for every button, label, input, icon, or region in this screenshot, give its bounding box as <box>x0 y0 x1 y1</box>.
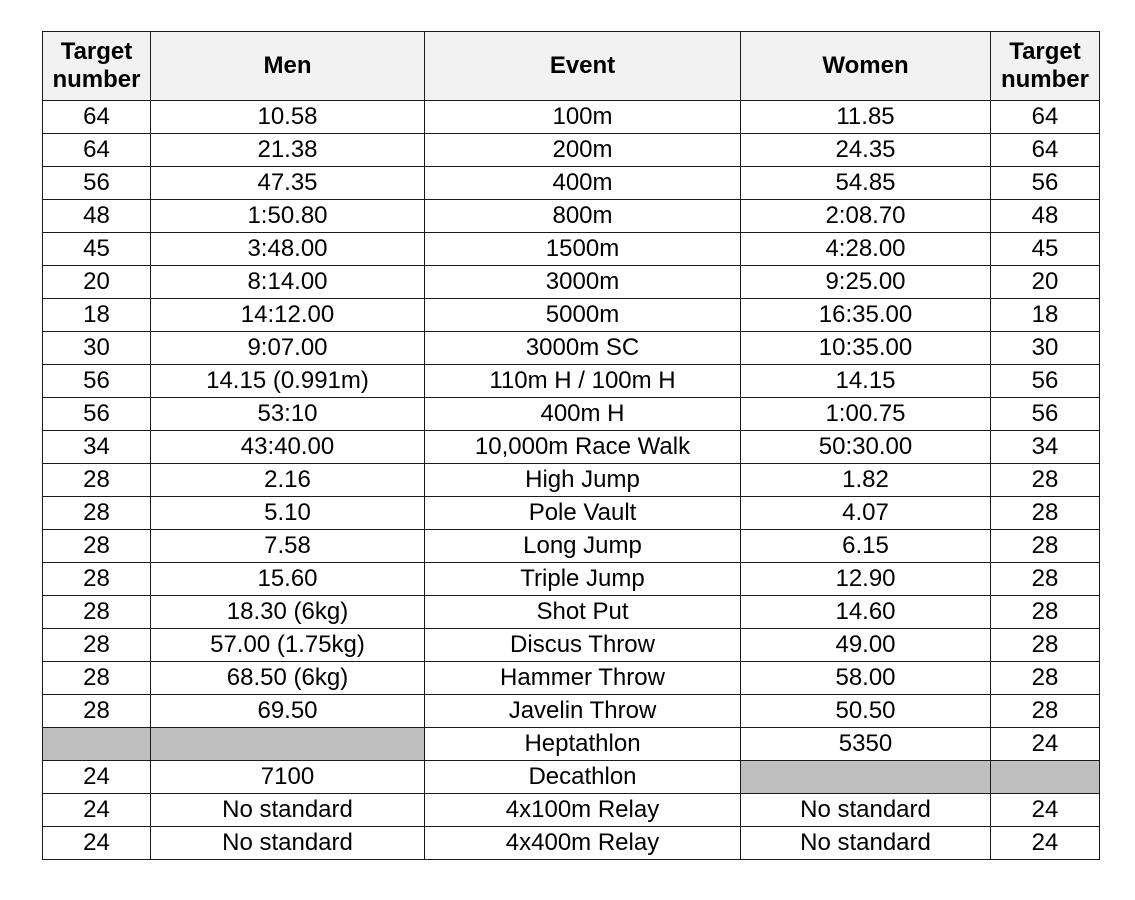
men-standard-cell: 1:50.80 <box>151 200 425 233</box>
men-standard-cell: 18.30 (6kg) <box>151 596 425 629</box>
men-standard-cell: 7.58 <box>151 530 425 563</box>
table-row <box>43 563 1100 596</box>
event-cell: 10,000m Race Walk <box>425 431 741 464</box>
table-row <box>43 365 1100 398</box>
men-target-number-cell: 28 <box>43 497 151 530</box>
men-standard-cell: 3:48.00 <box>151 233 425 266</box>
table-row <box>43 167 1100 200</box>
women-standard-cell: No standard <box>741 827 991 860</box>
event-cell: Hammer Throw <box>425 662 741 695</box>
men-target-number-cell: 45 <box>43 233 151 266</box>
men-target-number-cell: 24 <box>43 827 151 860</box>
women-target-number-cell: 64 <box>991 101 1100 134</box>
men-standard-cell: 14.15 (0.991m) <box>151 365 425 398</box>
men-target-number-cell: 56 <box>43 398 151 431</box>
event-cell: Long Jump <box>425 530 741 563</box>
event-cell: Discus Throw <box>425 629 741 662</box>
women-standard-cell: 4:28.00 <box>741 233 991 266</box>
table-row <box>43 827 1100 860</box>
women-standard-cell: 1:00.75 <box>741 398 991 431</box>
men-standard-cell: No standard <box>151 794 425 827</box>
men-target-number-cell: 28 <box>43 530 151 563</box>
women-standard-cell: 4.07 <box>741 497 991 530</box>
header-event: Event <box>425 32 741 101</box>
table-row <box>43 266 1100 299</box>
men-standard-cell: 53:10 <box>151 398 425 431</box>
men-standard-cell: 68.50 (6kg) <box>151 662 425 695</box>
men-target-number-cell: 56 <box>43 167 151 200</box>
event-cell: 1500m <box>425 233 741 266</box>
header-men-target-line-1: Target <box>60 38 133 65</box>
women-standard-cell: No standard <box>741 794 991 827</box>
table-row <box>43 464 1100 497</box>
women-target-number-cell: 28 <box>991 563 1100 596</box>
men-standard-cell: 5.10 <box>151 497 425 530</box>
table-body <box>43 101 1100 860</box>
women-standard-cell: 12.90 <box>741 563 991 596</box>
men-target-number-cell-blank <box>43 728 151 761</box>
women-standard-cell: 10:35.00 <box>741 332 991 365</box>
event-cell: 5000m <box>425 299 741 332</box>
men-target-number-cell: 48 <box>43 200 151 233</box>
event-cell: 4x100m Relay <box>425 794 741 827</box>
event-cell: 3000m <box>425 266 741 299</box>
men-target-number-cell: 28 <box>43 662 151 695</box>
men-target-number-cell: 20 <box>43 266 151 299</box>
women-target-number-cell: 28 <box>991 662 1100 695</box>
women-target-number-cell-blank <box>991 761 1100 794</box>
women-target-number-cell: 48 <box>991 200 1100 233</box>
header-row <box>43 32 1100 101</box>
men-target-number-cell: 28 <box>43 563 151 596</box>
table-row <box>43 728 1100 761</box>
women-target-number-cell: 24 <box>991 794 1100 827</box>
women-standard-cell: 24.35 <box>741 134 991 167</box>
event-cell: High Jump <box>425 464 741 497</box>
women-standard-cell: 1.82 <box>741 464 991 497</box>
table-row <box>43 332 1100 365</box>
table-row <box>43 101 1100 134</box>
women-target-number-cell: 56 <box>991 398 1100 431</box>
women-standard-cell: 50.50 <box>741 695 991 728</box>
women-target-number-cell: 28 <box>991 497 1100 530</box>
table-row <box>43 497 1100 530</box>
table-row <box>43 134 1100 167</box>
men-standard-cell: 15.60 <box>151 563 425 596</box>
men-target-number-cell: 56 <box>43 365 151 398</box>
men-standard-cell-blank <box>151 728 425 761</box>
men-standard-cell: 2.16 <box>151 464 425 497</box>
women-target-number-cell: 20 <box>991 266 1100 299</box>
header-women-target-line-1: Target <box>1009 38 1081 65</box>
table-row <box>43 695 1100 728</box>
men-target-number-cell: 28 <box>43 596 151 629</box>
event-cell: 100m <box>425 101 741 134</box>
women-target-number-cell: 56 <box>991 365 1100 398</box>
table-row <box>43 299 1100 332</box>
men-target-number-cell: 34 <box>43 431 151 464</box>
table-row <box>43 794 1100 827</box>
women-target-number-cell: 56 <box>991 167 1100 200</box>
men-target-number-cell: 64 <box>43 101 151 134</box>
table-row <box>43 233 1100 266</box>
men-standard-cell: 69.50 <box>151 695 425 728</box>
women-standard-cell: 50:30.00 <box>741 431 991 464</box>
event-cell: 110m H / 100m H <box>425 365 741 398</box>
event-cell: 4x400m Relay <box>425 827 741 860</box>
qualifying-standards-table <box>42 31 1100 860</box>
men-standard-cell: 8:14.00 <box>151 266 425 299</box>
men-target-number-cell: 64 <box>43 134 151 167</box>
women-target-number-cell: 30 <box>991 332 1100 365</box>
event-cell: Triple Jump <box>425 563 741 596</box>
men-standard-cell: 21.38 <box>151 134 425 167</box>
header-women-target-line-2: number <box>1000 66 1089 93</box>
header-men: Men <box>151 32 425 101</box>
men-standard-cell: No standard <box>151 827 425 860</box>
table-row <box>43 200 1100 233</box>
header-men-target-number <box>43 32 151 101</box>
event-cell: 400m <box>425 167 741 200</box>
men-standard-cell: 47.35 <box>151 167 425 200</box>
women-target-number-cell: 34 <box>991 431 1100 464</box>
women-standard-cell: 54.85 <box>741 167 991 200</box>
women-standard-cell: 14.15 <box>741 365 991 398</box>
women-standard-cell: 5350 <box>741 728 991 761</box>
men-target-number-cell: 28 <box>43 629 151 662</box>
men-target-number-cell: 24 <box>43 794 151 827</box>
table-row <box>43 530 1100 563</box>
women-target-number-cell: 28 <box>991 629 1100 662</box>
table-row <box>43 629 1100 662</box>
women-standard-cell: 11.85 <box>741 101 991 134</box>
women-target-number-cell: 24 <box>991 827 1100 860</box>
men-standard-cell: 7100 <box>151 761 425 794</box>
women-standard-cell: 9:25.00 <box>741 266 991 299</box>
men-target-number-cell: 18 <box>43 299 151 332</box>
women-target-number-cell: 45 <box>991 233 1100 266</box>
table-row <box>43 398 1100 431</box>
header-men-target-line-2: number <box>52 66 141 93</box>
men-standard-cell: 10.58 <box>151 101 425 134</box>
header-women-target-number <box>991 32 1100 101</box>
women-target-number-cell: 64 <box>991 134 1100 167</box>
women-target-number-cell: 28 <box>991 695 1100 728</box>
women-target-number-cell: 18 <box>991 299 1100 332</box>
men-target-number-cell: 28 <box>43 464 151 497</box>
event-cell: 800m <box>425 200 741 233</box>
table-row <box>43 596 1100 629</box>
women-standard-cell: 6.15 <box>741 530 991 563</box>
women-standard-cell: 49.00 <box>741 629 991 662</box>
table-row <box>43 761 1100 794</box>
women-standard-cell-blank <box>741 761 991 794</box>
event-cell: Shot Put <box>425 596 741 629</box>
men-target-number-cell: 28 <box>43 695 151 728</box>
table-row <box>43 662 1100 695</box>
men-standard-cell: 14:12.00 <box>151 299 425 332</box>
event-cell: 400m H <box>425 398 741 431</box>
women-target-number-cell: 24 <box>991 728 1100 761</box>
women-standard-cell: 2:08.70 <box>741 200 991 233</box>
event-cell: Heptathlon <box>425 728 741 761</box>
women-standard-cell: 16:35.00 <box>741 299 991 332</box>
women-standard-cell: 58.00 <box>741 662 991 695</box>
event-cell: Javelin Throw <box>425 695 741 728</box>
table-row <box>43 431 1100 464</box>
men-target-number-cell: 24 <box>43 761 151 794</box>
men-standard-cell: 57.00 (1.75kg) <box>151 629 425 662</box>
women-target-number-cell: 28 <box>991 596 1100 629</box>
header-women: Women <box>741 32 991 101</box>
men-standard-cell: 9:07.00 <box>151 332 425 365</box>
men-standard-cell: 43:40.00 <box>151 431 425 464</box>
event-cell: 200m <box>425 134 741 167</box>
men-target-number-cell: 30 <box>43 332 151 365</box>
women-target-number-cell: 28 <box>991 530 1100 563</box>
women-target-number-cell: 28 <box>991 464 1100 497</box>
event-cell: Pole Vault <box>425 497 741 530</box>
women-standard-cell: 14.60 <box>741 596 991 629</box>
event-cell: Decathlon <box>425 761 741 794</box>
event-cell: 3000m SC <box>425 332 741 365</box>
